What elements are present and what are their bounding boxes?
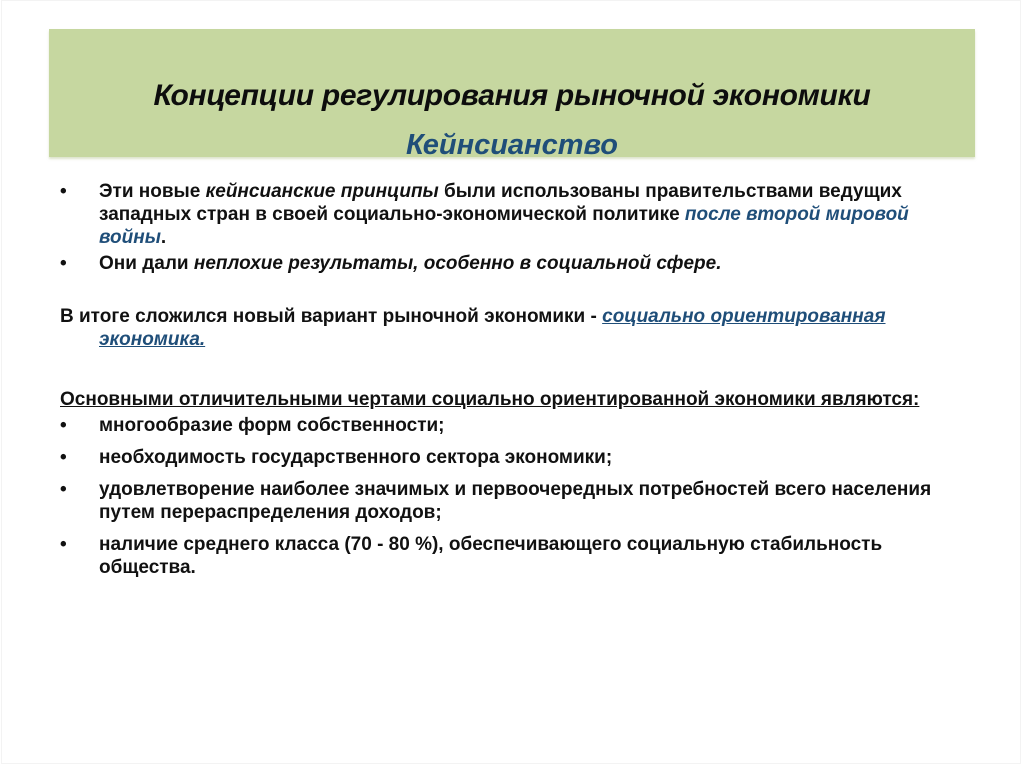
feature-item (60, 446, 970, 469)
slide-subtitle: Кейнсианство (406, 129, 618, 161)
bullet-icon: • (60, 415, 67, 436)
summary-text: В итоге сложился новый вариант рыночной экономики - (60, 306, 603, 327)
slide-title: Концепции регулирования рыночной экономики (153, 79, 871, 112)
slide-content (60, 180, 970, 579)
bullet-icon: • (60, 181, 67, 202)
text-run: были использованы правительствами ведущих западных стран в своей социально-экономической политике (99, 181, 902, 225)
text-run: . (160, 227, 167, 248)
title-banner (49, 29, 975, 161)
bullet-item-keynesian-principles (60, 180, 970, 249)
bullet-item-results (60, 252, 970, 275)
bullet-icon: • (60, 479, 67, 500)
bullet-icon: • (60, 253, 67, 274)
emphasis-text: неплохие результаты, особенно в социальной сфере. (193, 253, 722, 274)
bullet-icon: • (60, 447, 67, 468)
feature-text: удовлетворение наиболее значимых и первоочередных потребностей всего населения путем перераспределения доходов; (99, 479, 932, 523)
text-run: Эти новые (99, 181, 206, 202)
feature-text: многообразие форм собственности; (99, 415, 445, 436)
features-heading: Основными отличительными чертами социально ориентированной экономики являются: (60, 389, 920, 410)
text-run: Они дали (99, 253, 194, 274)
social-economy-link[interactable]: социально ориентированная экономика. (99, 306, 886, 350)
feature-item (60, 414, 970, 437)
feature-text: наличие среднего класса (70 - 80 %), обеспечивающего социальную стабильность общества. (99, 534, 883, 578)
highlight-text: после второй мировой войны (99, 204, 909, 248)
summary-paragraph (60, 305, 970, 351)
feature-item (60, 533, 970, 579)
bullet-icon: • (60, 534, 67, 555)
emphasis-text: кейнсианские принципы (205, 181, 439, 202)
feature-item (60, 478, 970, 524)
feature-text: необходимость государственного сектора экономики; (99, 447, 613, 468)
